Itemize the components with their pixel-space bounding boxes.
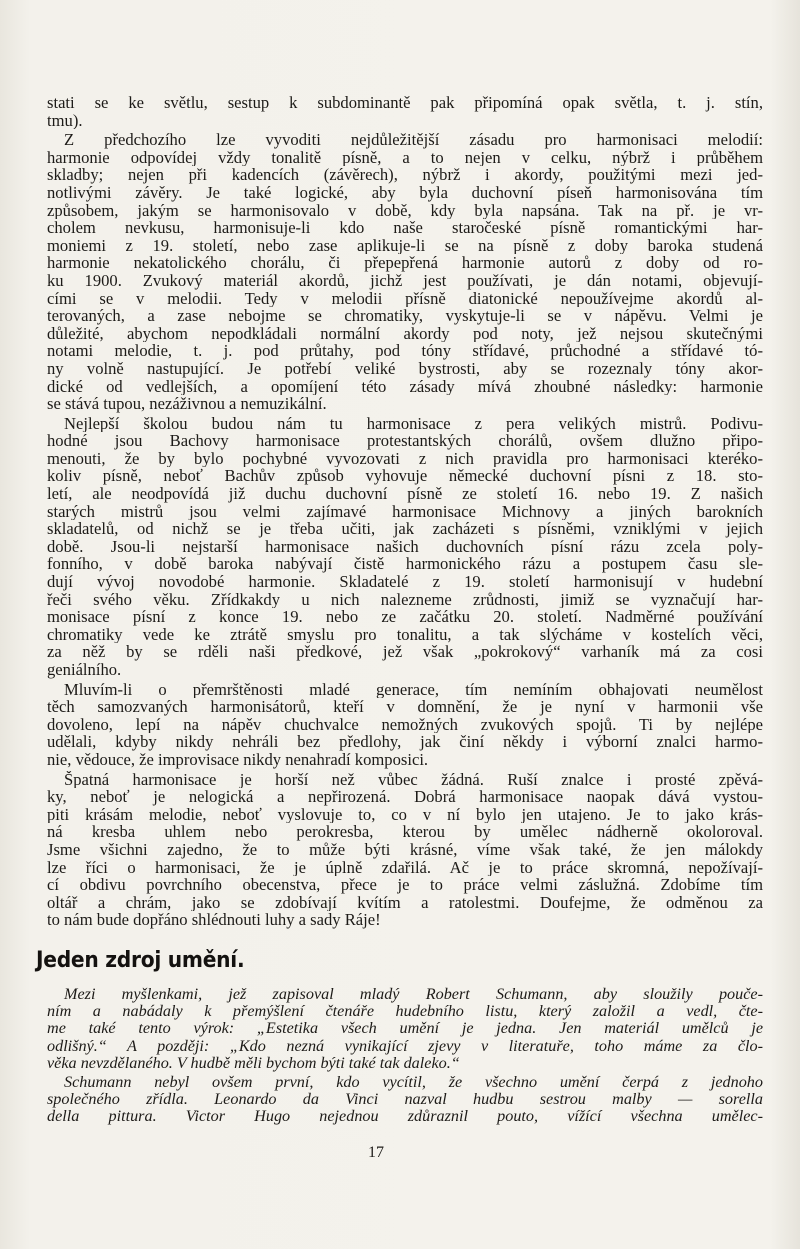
text-line: skladby; nejen při kadencích (závěrech), nýbrž i akordy, použitými mezi jed- — [47, 166, 763, 184]
paragraph — [47, 771, 763, 929]
text-line: harmonie odpovídej vždy tonalitě písně, a to nejen v celku, nýbrž i průběhem — [47, 148, 763, 167]
text-line: menouti, že by bylo pochybné vyvozovati z nich pravidla pro harmonisaci kteréko- — [47, 449, 763, 468]
text-line: těch samozvaných harmonisátorů, kteří v domnění, že je nyní v harmonii vše — [47, 698, 763, 716]
text-line: notami melodie, t. j. pod průtahy, pod tóny střídavé, průchodné a střídavé tó- — [47, 342, 763, 360]
text-line: piti krásám melodie, neboť vyslovuje to, co v ní bylo jen utajeno. Je to jako krás- — [47, 805, 763, 824]
text-line: moniemi z 19. století, nebo zase aplikuje-li se na písně z doby baroka studená — [47, 236, 763, 255]
text-line: dují vývoj novodobé harmonie. Skladatelé z 19. století harmonisují v hudební — [47, 573, 763, 591]
text-line: cí obdivu povrchního obecenstva, přece je to práce velmi záslužná. Zdobíme tím — [47, 876, 763, 894]
text-line: stati se ke světlu, sestup k subdominantě pak připomíná opak světla, t. j. stín, — [47, 94, 763, 112]
body-text — [47, 94, 763, 931]
text-line: ním a nabádaly k přemýšlení čtenáře hudebního listu, který založil a vedl, čte- — [47, 1003, 763, 1021]
text-line: Jsme všichni zajedno, že to může býti krásné, víme však také, že jen málokdy — [47, 840, 763, 859]
text-line: udělali, kdyby nikdy nehráli bez předlohy, jak činí někdy i výborní znalci harmo- — [47, 733, 763, 751]
paragraph — [47, 131, 763, 413]
text-line: notlivými závěry. Je také logické, aby byla duchovní píseň harmonisována tím — [47, 183, 763, 202]
text-line: fonního, v době baroka nabývají čistě harmonického rázu a postupem času sle- — [47, 555, 763, 574]
paragraph — [47, 986, 763, 1072]
text-line: cholem nevkusu, harmonisuje-li kdo naše staročeské písně romantickými har- — [47, 219, 763, 237]
text-line: se stává tupou, nezáživnou a nemuzikální. — [47, 395, 327, 413]
text-line: lze říci o harmonisaci, že je úplně zdařilá. Ač je to práce skromná, nepožívají- — [47, 858, 763, 877]
text-line: me také tento výrok: „Estetika všech umění je jedna. Jen materiál umělců je — [47, 1020, 763, 1038]
text-line: ná kresba uhlem nebo perokresba, kterou by umělec nádherně okoloroval. — [47, 823, 763, 841]
text-line: monisace písní z konce 19. nebo ze začátku 20. století. Nadměrné používání — [47, 608, 763, 626]
text-line: koliv písně, neboť Bachův způsob vyhovuje německé duchovní písni z 18. sto- — [47, 467, 763, 486]
article-heading: Jeden zdroj umění. — [36, 948, 245, 973]
text-line: způsobem, jakým se harmonisovalo v době, kdy byla napsána. Tak na př. je vr- — [47, 201, 763, 220]
text-line: Z předchozího lze vyvoditi nejdůležitější zásadu pro harmonisaci melodií: — [64, 131, 763, 149]
text-line: tmu). — [47, 111, 83, 130]
text-line: cími se v melodii. Tedy v melodii přísně diatonické nepoužívejme akordů al- — [47, 289, 763, 308]
text-line: letí, ale neodpovídá již duchu duchovní písně ze století 16. nebo 19. Z našich — [47, 485, 763, 503]
text-line: nie, vědouce, že improvisace nikdy nenahradí komposici. — [47, 750, 429, 769]
paragraph — [47, 415, 763, 679]
text-line: Schumann nebyl ovšem první, kdo vycítil, že všechno umění čerpá z jednoho — [64, 1073, 763, 1091]
text-line: dovoleno, lepí na nápěv chuchvalce nemožných zvukových spojů. Ti by nejlépe — [47, 715, 763, 734]
text-line: věka nevzdělaného. V hudbě měli bychom býti také tak daleko.“ — [47, 1054, 460, 1072]
text-line: ny volně nastupující. Je potřebí veliké bystrosti, aby se rozeznaly tóny akor- — [47, 359, 763, 378]
text-line: della pittura. Victor Hugo nejednou zdůraznil pouto, vížící všechna umělec- — [47, 1108, 763, 1126]
text-line: skladatelů, od nichž se je třeba učiti, jak zacházeti s písněmi, vzniklými v jejich — [47, 520, 763, 538]
text-line: geniálního. — [47, 661, 122, 679]
text-line: odlišný.“ A později: „Kdo nezná vynikající zjevy v literatuře, toho máme za člo- — [47, 1037, 763, 1055]
text-line: Špatná harmonisace je horší než vůbec žádná. Ruší znalce i prosté zpěvá- — [64, 770, 763, 789]
text-line: terovaných, a zase nebojme se chromatiky, vyskytuje-li se v nápěvu. Velmi je — [47, 307, 763, 325]
article-text — [47, 986, 763, 1128]
text-line: hodné jsou Bachovy harmonisace protestantských chorálů, ovšem dlužno připo- — [47, 432, 763, 450]
text-line: chromatiky vede ke ztrátě smyslu pro tonalitu, a tak slýcháme v kostelích věci, — [47, 625, 763, 644]
text-line: za něž by se rděli naši předkové, jež však „pokrokový“ varhaník má za cosi — [47, 643, 763, 661]
text-line: řeči svého věku. Zřídkakdy u nich nalezneme zrůdnosti, jimiž se vyznačují har- — [47, 590, 763, 609]
text-line: oltář a chrám, jako se zdobívají kvítím a ratolestmi. Doufejme, že odměnou za — [47, 893, 763, 912]
text-line: starých mistrů jsou velmi zajímavé harmonisace Michnovy a jiných barokních — [47, 502, 763, 521]
text-line: ku 1900. Zvukový materiál akordů, jichž jest používati, je dán notami, objevují- — [47, 271, 763, 290]
paragraph — [47, 1074, 763, 1126]
text-line: společného zřídla. Leonardo da Vinci nazval hudbu sestrou malby — sorella — [47, 1091, 763, 1109]
text-line: důležité, abychom nepodkládali normální akordy pod noty, jež nejsou skutečnými — [47, 324, 763, 343]
text-line: dické od vedlejších, a opomíjení této zásady mívá zhoubné následky: harmonie — [47, 377, 763, 396]
text-line: Mezi myšlenkami, jež zapisoval mladý Robert Schumann, aby sloužily pouče- — [64, 986, 763, 1003]
paragraph — [47, 681, 763, 769]
text-line: době. Jsou-li nejstarší harmonisace našich duchovních písní rázu zcela poly- — [47, 537, 763, 556]
text-line: ky, neboť je nelogická a nepřirozená. Dobrá harmonisace naopak dává vystou- — [47, 788, 763, 806]
text-line: Mluvím-li o přemrštěnosti mladé generace, tím nemíním obhajovati neumělost — [64, 680, 763, 699]
text-line: Nejlepší školou budou nám tu harmonisace z pera velikých mistrů. Podivu- — [64, 414, 763, 433]
text-line: to nám bude dopřáno shlédnouti luhy a sady Ráje! — [47, 911, 381, 929]
page-number: 17 — [368, 1144, 384, 1161]
paragraph — [47, 94, 763, 129]
text-line: harmonie nekatolického chorálu, či přepepřená harmonie autorů z doby od ro- — [47, 254, 763, 272]
